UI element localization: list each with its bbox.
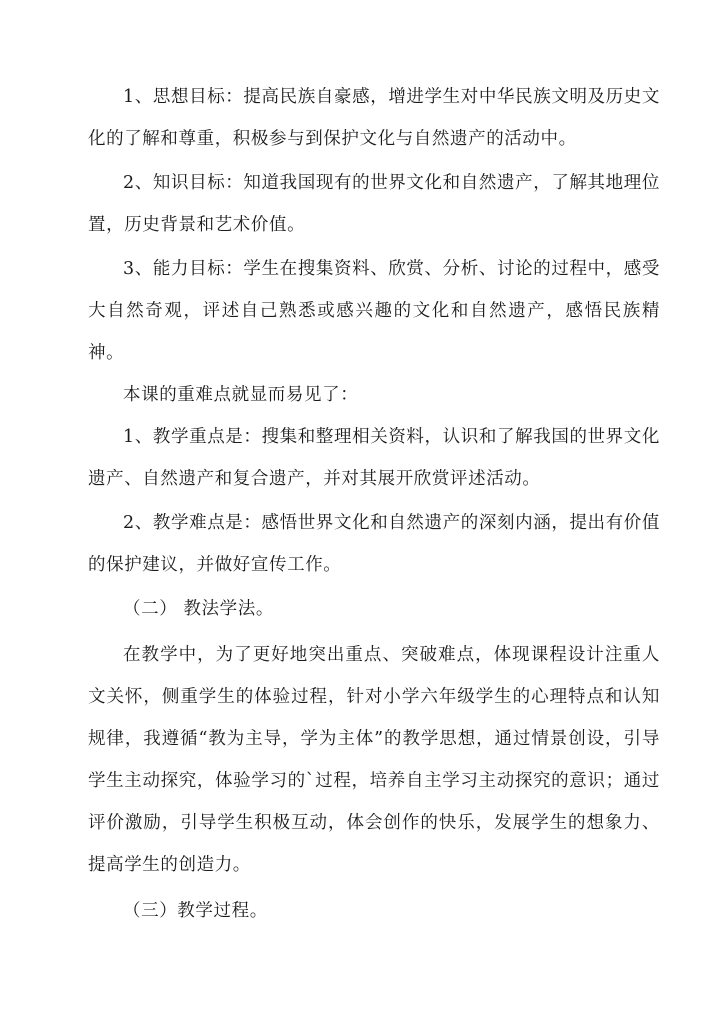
section-heading-methods: （二） 教法学法。 xyxy=(123,599,274,619)
paragraph-goal-thought: 1、思想目标：提高民族自豪感，增进学生对中华民族文明及历史文化的了解和尊重，积极参与到保护文化与自然遗产的活动中。 xyxy=(88,87,660,149)
paragraph-key-intro: 本课的重难点就显而易见了： xyxy=(123,385,359,405)
section-heading-process: （三）教学过程。 xyxy=(123,901,268,921)
paragraph-methods-body: 在教学中，为了更好地突出重点、突破难点，体现课程设计注重人文关怀，侧重学生的体验过程，针对小学六年级学生的心理特点和认知规律，我遵循“教为主导，学为主体”的教学思想，通过情景创设，引导学生主动探究，体验学习的`过程，培养自主学习主动探究的意识；通过评价激励，引导学生积极互动，体会创作的快乐，发展学生的想象力、提高学生的创造力。 xyxy=(88,645,660,875)
document-page xyxy=(88,76,660,932)
paragraph-key-point: 1、教学重点是：搜集和整理相关资料，认识和了解我国的世界文化遗产、自然遗产和复合遗产，并对其展开欣赏评述活动。 xyxy=(88,427,660,489)
paragraph-goal-ability: 3、能力目标：学生在搜集资料、欣赏、分析、讨论的过程中，感受大自然奇观，评述自己熟悉或感兴趣的文化和自然遗产，感悟民族精神。 xyxy=(88,259,660,363)
paragraph-goal-knowledge: 2、知识目标：知道我国现有的世界文化和自然遗产，了解其地理位置，历史背景和艺术价值。 xyxy=(88,173,660,235)
paragraph-difficult-point: 2、教学难点是：感悟世界文化和自然遗产的深刻内涵，提出有价值的保护建议，并做好宣传工作。 xyxy=(88,513,660,575)
